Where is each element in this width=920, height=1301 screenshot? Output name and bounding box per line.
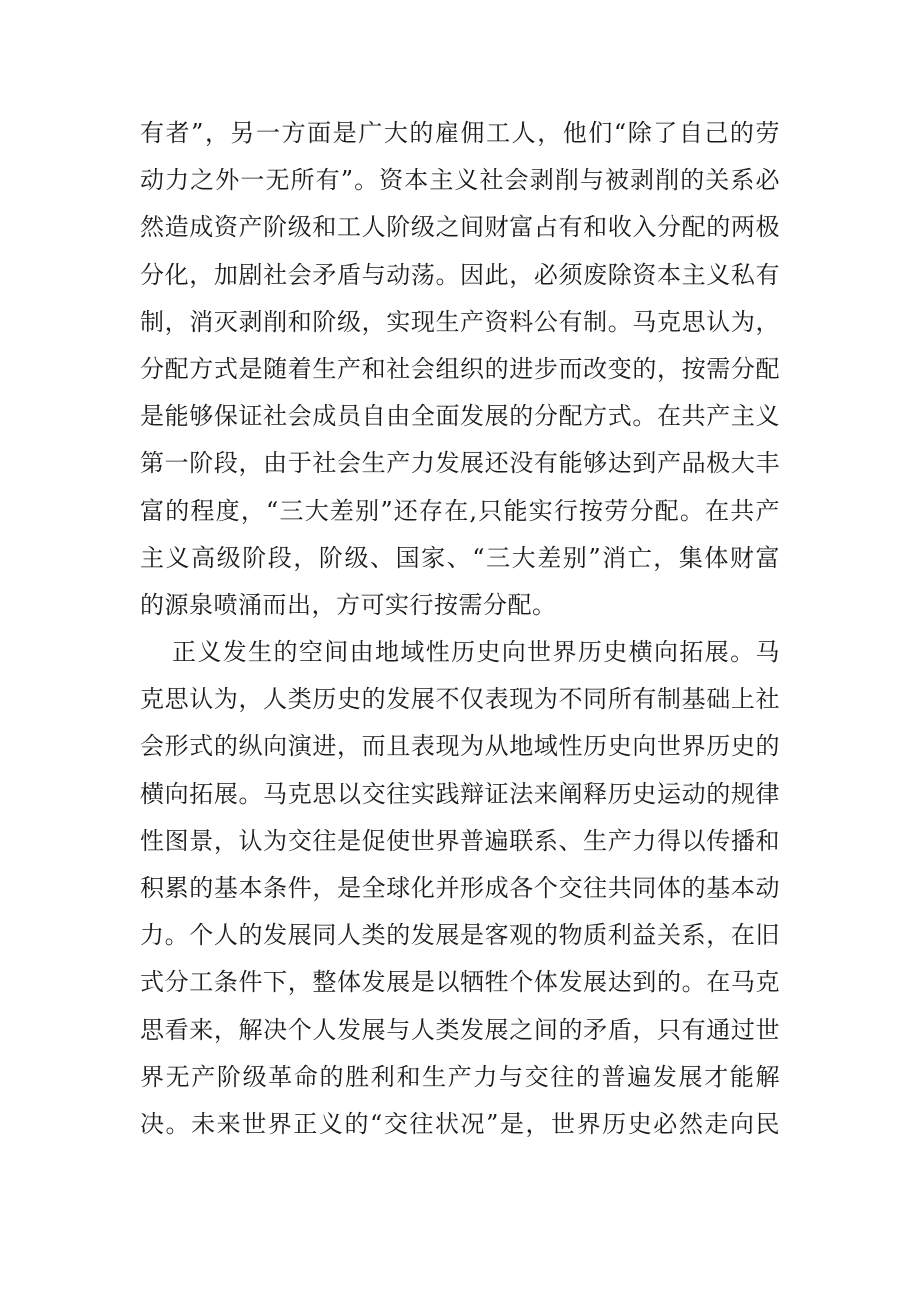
paragraph-2-line-7: 力。个人的发展同人类的发展是客观的物质利益关系，在旧	[140, 921, 780, 950]
paragraph-2-line-11: 决。未来世界正义的“交往状况”是，世界历史必然走向民	[140, 1109, 780, 1138]
paragraph-1-line-9: 富的程度，“三大差别”还存在,只能实行按劳分配。在共产	[140, 496, 780, 525]
paragraph-1-line-5: 制，消灭剥削和阶级，实现生产资料公有制。马克思认为，	[140, 307, 780, 336]
paragraph-1-line-8: 第一阶段，由于社会生产力发展还没有能够达到产品极大丰	[140, 449, 780, 478]
paragraph-1-line-4: 分化，加剧社会矛盾与动荡。因此，必须废除资本主义私有	[140, 260, 780, 289]
paragraph-2-line-8: 式分工条件下，整体发展是以牺牲个体发展达到的。在马克	[140, 968, 780, 997]
paragraph-1-line-6: 分配方式是随着生产和社会组织的进步而改变的，按需分配	[140, 354, 780, 383]
body-text	[140, 110, 780, 1148]
paragraph-2-line-1: 正义发生的空间由地域性历史向世界历史横向拓展。马	[172, 638, 780, 667]
paragraph-1-line-3: 然造成资产阶级和工人阶级之间财富占有和收入分配的两极	[140, 213, 780, 242]
paragraph-2-line-4: 横向拓展。马克思以交往实践辩证法来阐释历史运动的规律	[140, 779, 780, 808]
paragraph-1-line-10: 主义高级阶段，阶级、国家、“三大差别”消亡，集体财富	[140, 543, 780, 572]
paragraph-2-line-10: 界无产阶级革命的胜利和生产力与交往的普遍发展才能解	[140, 1062, 780, 1091]
paragraph-2-line-9: 思看来，解决个人发展与人类发展之间的矛盾，只有通过世	[140, 1015, 780, 1044]
paragraph-1-line-7: 是能够保证社会成员自由全面发展的分配方式。在共产主义	[140, 402, 780, 431]
paragraph-2-line-2: 克思认为，人类历史的发展不仅表现为不同所有制基础上社	[140, 685, 780, 714]
paragraph-2-line-6: 积累的基本条件，是全球化并形成各个交往共同体的基本动	[140, 874, 780, 902]
paragraph-2-line-5: 性图景，认为交往是促使世界普遍联系、生产力得以传播和	[140, 826, 780, 855]
paragraph-2-line-3: 会形式的纵向演进，而且表现为从地域性历史向世界历史的	[140, 732, 780, 761]
paragraph-1-line-1: 有者”，另一方面是广大的雇佣工人，他们“除了自己的劳	[140, 119, 780, 147]
paragraph-1-line-2: 动力之外一无所有”。资本主义社会剥削与被剥削的关系必	[140, 166, 780, 195]
paragraph-1-line-11: 的源泉喷涌而出，方可实行按需分配。	[140, 590, 557, 619]
